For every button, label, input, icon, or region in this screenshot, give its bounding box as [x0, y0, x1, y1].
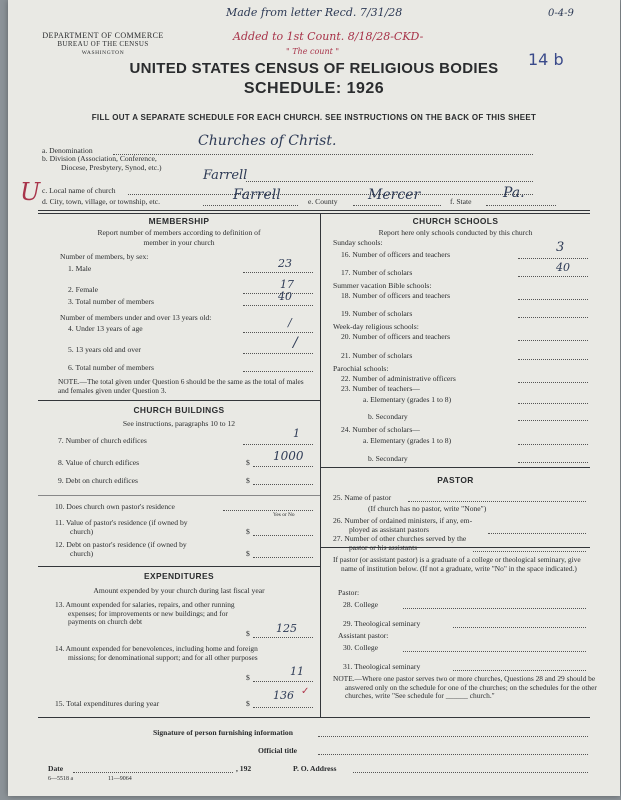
q17-value[interactable]: 40	[556, 261, 570, 274]
q20-label: 20. Number of officers and teachers	[341, 332, 451, 341]
weekday-schools-subheading: Week-day religious schools:	[333, 322, 419, 331]
q24-label: 24. Number of scholars—	[341, 425, 420, 434]
q11-residence-value-label-2: church)	[70, 527, 94, 536]
q12-residence-debt-label: 12. Debt on pastor's residence (if owned by	[55, 540, 187, 549]
q25-label: 25. Name of pastor	[333, 493, 392, 502]
pastor-heading: PASTOR	[437, 475, 474, 485]
membership-age-subheading: Number of members under and over 13 years old:	[60, 313, 212, 322]
membership-sex-subheading: Number of members, by sex:	[60, 252, 149, 261]
official-title-label: Official title	[258, 746, 298, 755]
state-value[interactable]: Pa.	[503, 185, 525, 201]
expenditures-intro: Amount expended by your church during last fiscal year	[93, 586, 265, 595]
q22-label: 22. Number of administrative officers	[341, 374, 456, 383]
q8-value-label: 8. Value of church edifices	[58, 458, 140, 467]
department-name: DEPARTMENT OF COMMERCE	[42, 31, 164, 40]
q28-label: 28. College	[343, 600, 379, 609]
q14-benevolences-label: 14. Amount expended for benevolences, including home and foreign missions; for denominational support; and for all other purposes	[55, 644, 258, 662]
q12-residence-debt-label-2: church)	[70, 549, 94, 558]
q26-label: 26. Number of ordained ministers, if any, em-	[333, 516, 473, 525]
q23-label: 23. Number of teachers—	[341, 384, 420, 393]
bureau-name: BUREAU OF THE CENSUS	[57, 40, 149, 48]
po-address-label: P. O. Address	[293, 764, 337, 773]
q5-over13-value[interactable]: /	[293, 335, 298, 351]
sunday-schools-subheading: Sunday schools:	[333, 238, 383, 247]
buildings-heading: CHURCH BUILDINGS	[133, 405, 225, 415]
q27-label: 27. Number of other churches served by the	[333, 534, 467, 543]
q15-check-mark: ✓	[301, 686, 310, 697]
q1-male-value[interactable]: 23	[278, 257, 292, 270]
q13-salaries-label: 13. Amount expended for salaries, repairs, and other running expenses; for improvements or new buildings; and for payments on church debt	[55, 600, 235, 627]
form-number: 6—5518 a	[48, 776, 74, 782]
yes-or-no-hint: Yes or No	[273, 512, 295, 518]
local-name-value[interactable]: Farrell	[203, 168, 248, 183]
vacation-schools-subheading: Summer vacation Bible schools:	[333, 281, 432, 290]
margin-mark: U	[20, 178, 41, 206]
pastor-subheading: Pastor:	[338, 588, 360, 597]
parochial-schools-subheading: Parochial schools:	[333, 364, 389, 373]
q25-hint: (If church has no pastor, write "None")	[368, 504, 487, 513]
assistant-pastor-subheading: Assistant pastor:	[338, 631, 389, 640]
q26-label-2: ployed as assistant pastors	[349, 525, 429, 534]
signature-label: Signature of person furnishing information	[153, 728, 293, 737]
q2-female-label: 2. Female	[68, 285, 98, 294]
q30-label: 30. College	[343, 643, 379, 652]
q29-label: 29. Theological seminary	[343, 619, 421, 628]
q17-label: 17. Number of scholars	[341, 268, 413, 277]
q7-edifices-label: 7. Number of church edifices	[58, 436, 147, 445]
q6-total-members-label: 6. Total number of members	[68, 363, 155, 372]
added-to-count-note: Added to 1st Count. 8/18/28-CKD-	[233, 30, 424, 43]
expenditures-heading: EXPENDITURES	[144, 571, 214, 581]
file-code: 0-4-9	[548, 8, 574, 19]
q16-value[interactable]: 3	[556, 240, 565, 255]
q9-debt-label: 9. Debt on church edifices	[58, 476, 138, 485]
field-label-division: b. Division (Association, Conference,	[42, 154, 157, 163]
q4-under13-value[interactable]: /	[288, 316, 292, 329]
q3-total-label: 3. Total number of members	[68, 297, 155, 306]
q2-female-value[interactable]: 17	[280, 278, 294, 291]
q27-label-2: pastor or his assistants	[349, 543, 418, 552]
q21-label: 21. Number of scholars	[341, 351, 413, 360]
q3-total-value[interactable]: 40	[278, 290, 292, 303]
q23a-label: a. Elementary (grades 1 to 8)	[363, 395, 452, 404]
census-form: Made from letter Recd. 7/31/28 0-4-9 Added to 1st Count. 8/18/28-CKD- " The count " 14 b DEPARTMENT OF COMMERCE BUREAU OF THE CENSUS WASHINGTON UNITED STATES CENSUS OF RELIGIOUS BODIES SCHEDULE: 1926 FILL OUT A SEPARATE SCHEDULE FOR EACH CHURCH. SEE INSTRUCTIONS ON THE BACK OF THIS SHEET a. Denomination Churches of Christ. b. Division (Association, Conference, Diocese, Presbytery, Synod, etc.) U c. Local name of church Farrell d. City, town, village, or township, etc. Farrell e. County Mercer f. State Pa. MEMBERSHIP Report number of members according to definition of member in your church Number of members, by sex: 1. Male 23 2. Female 17 3. Total number of members 40 Number of members under and over 13 years old: 4. Under 13 years of age / 5. 13 years old and over / 6. Total number of members NOTE.—The total given under Question 6 should be the same as the total of males and females given under Question 3. CHURCH BUILDINGS See instructions, paragraphs 10 to 12 7. Number of church edifices 1 8. Value of church edifices $ 1000 9. Debt on church edifices $ 10. Does church own pastor's residence Yes or No 11. Value of pastor's residence (if owned by church) $ 12. Debt on pastor's residence (if owned by church) $ EXPENDITURES Amount expended by your church during last fiscal year 13. Amount expended for salaries, repairs, and other running expenses; for improvements or new buildings; and for payments on church debt $ 125 14. Amount expended for benevolences, including home and foreign missions; for denominational support; and for all other purposes $ 11 15. Total expenditures during year $ 136 ✓ CHURCH SCHOOLS Report here only schools conducted by this church Sunday schools: 16. Number of officers and teachers 3 17. Number of scholars 40 Summer vacation Bible schools: 18. Number of officers and teachers 19. Number of scholars Week-day religious schools: 20. Number of officers and teachers 21. Number of scholars Parochial schools: 22. Number of administrative officers 23. Number of teachers— a. Elementary (grades 1 to 8) b. Secondary 24. Number of scholars— a. Elementary (grades 1 to 8) b. Secondary PASTOR 25. Name of pastor (If church has no pastor, write "None") 26. Number of ordained ministers, if any, em- ployed as assistant pastors 27. Number of other churches served by the pastor or his assistants If pastor (or assistant pastor) is a graduate of a college or theological seminary, give name of institution below. (If not a graduate, write "No" in the space indicated.) Pastor: 28. College 29. Theological seminary Assistant pastor: 30. College 31. Theological seminary NOTE.—Where one pastor serves two or more churches, Questions 28 and 29 should be answered only on the schedule for one of the churches; on the schedules for the other churches, write "See schedule for ______ church." Signature of person furnishing information Official title Date , 192 P. O. Address 6—5518 a 11—9064	[8, 0, 620, 796]
q18-label: 18. Number of officers and teachers	[341, 291, 451, 300]
field-label-division-2: Diocese, Presbytery, Synod, etc.)	[61, 163, 162, 172]
q14-benevolences-value[interactable]: 11	[290, 665, 304, 678]
schedule-title: SCHEDULE: 1926	[243, 80, 385, 97]
pastor-graduate-instructions: If pastor (or assistant pastor) is a graduate of a college or theological seminary, give name of institution below. (If not a graduate, write "No" in the space indicated.)	[333, 555, 581, 573]
count-note-sub: " The count "	[286, 47, 340, 56]
field-label-state: f. State	[450, 197, 472, 206]
form-title: UNITED STATES CENSUS OF RELIGIOUS BODIES	[129, 60, 499, 77]
membership-intro: Report number of members according to definition of	[97, 228, 261, 237]
q5-over13-label: 5. 13 years old and over	[68, 345, 141, 354]
field-label-city: d. City, town, village, or township, etc.	[42, 197, 161, 206]
q24a-label: a. Elementary (grades 1 to 8)	[363, 436, 452, 445]
q13-salaries-value[interactable]: 125	[276, 622, 297, 635]
q15-total-value[interactable]: 136	[273, 689, 294, 702]
q10-pastor-residence-label: 10. Does church own pastor's residence	[55, 502, 175, 511]
schools-heading: CHURCH SCHOOLS	[412, 216, 499, 226]
bureau-city: WASHINGTON	[81, 50, 125, 56]
schools-intro: Report here only schools conducted by this church	[378, 228, 533, 237]
date-label: Date	[48, 764, 64, 773]
field-label-county: e. County	[308, 197, 338, 206]
handwritten-received-note: Made from letter Recd. 7/31/28	[226, 6, 403, 19]
year-prefix: , 192	[236, 764, 252, 773]
form-instructions: FILL OUT A SEPARATE SCHEDULE FOR EACH CHURCH. SEE INSTRUCTIONS ON THE BACK OF THIS SHEET	[91, 113, 537, 122]
membership-heading: MEMBERSHIP	[148, 216, 210, 226]
print-number: 11—9064	[108, 776, 132, 782]
field-label-local-name: c. Local name of church	[42, 186, 116, 195]
q15-total-label: 15. Total expenditures during year	[55, 699, 160, 708]
q4-under13-label: 4. Under 13 years of age	[68, 324, 143, 333]
county-value[interactable]: Mercer	[368, 187, 421, 203]
buildings-intro: See instructions, paragraphs 10 to 12	[122, 419, 236, 428]
q8-value-value[interactable]: 1000	[273, 449, 304, 463]
q1-male-label: 1. Male	[68, 264, 92, 273]
q7-edifices-value[interactable]: 1	[293, 427, 300, 440]
q31-label: 31. Theological seminary	[343, 662, 421, 671]
q19-label: 19. Number of scholars	[341, 309, 413, 318]
q16-label: 16. Number of officers and teachers	[341, 250, 451, 259]
q23b-label: b. Secondary	[368, 412, 408, 421]
membership-intro-2: member in your church	[143, 238, 215, 247]
denomination-value[interactable]: Churches of Christ.	[198, 133, 337, 149]
city-value[interactable]: Farrell	[233, 187, 281, 203]
q11-residence-value-label: 11. Value of pastor's residence (if owned by	[55, 518, 188, 527]
pastor-note: NOTE.—Where one pastor serves two or more churches, Questions 28 and 29 should be answered only on the schedule for one of the churches; on the schedules for the other churches, write "See schedule for ______ church."	[333, 674, 597, 701]
sheet-number: 14 b	[528, 50, 564, 69]
field-label-denomination: a. Denomination	[42, 146, 93, 155]
q24b-label: b. Secondary	[368, 454, 408, 463]
membership-note: NOTE.—The total given under Question 6 should be the same as the total of males and females given under Question 3.	[58, 377, 304, 395]
